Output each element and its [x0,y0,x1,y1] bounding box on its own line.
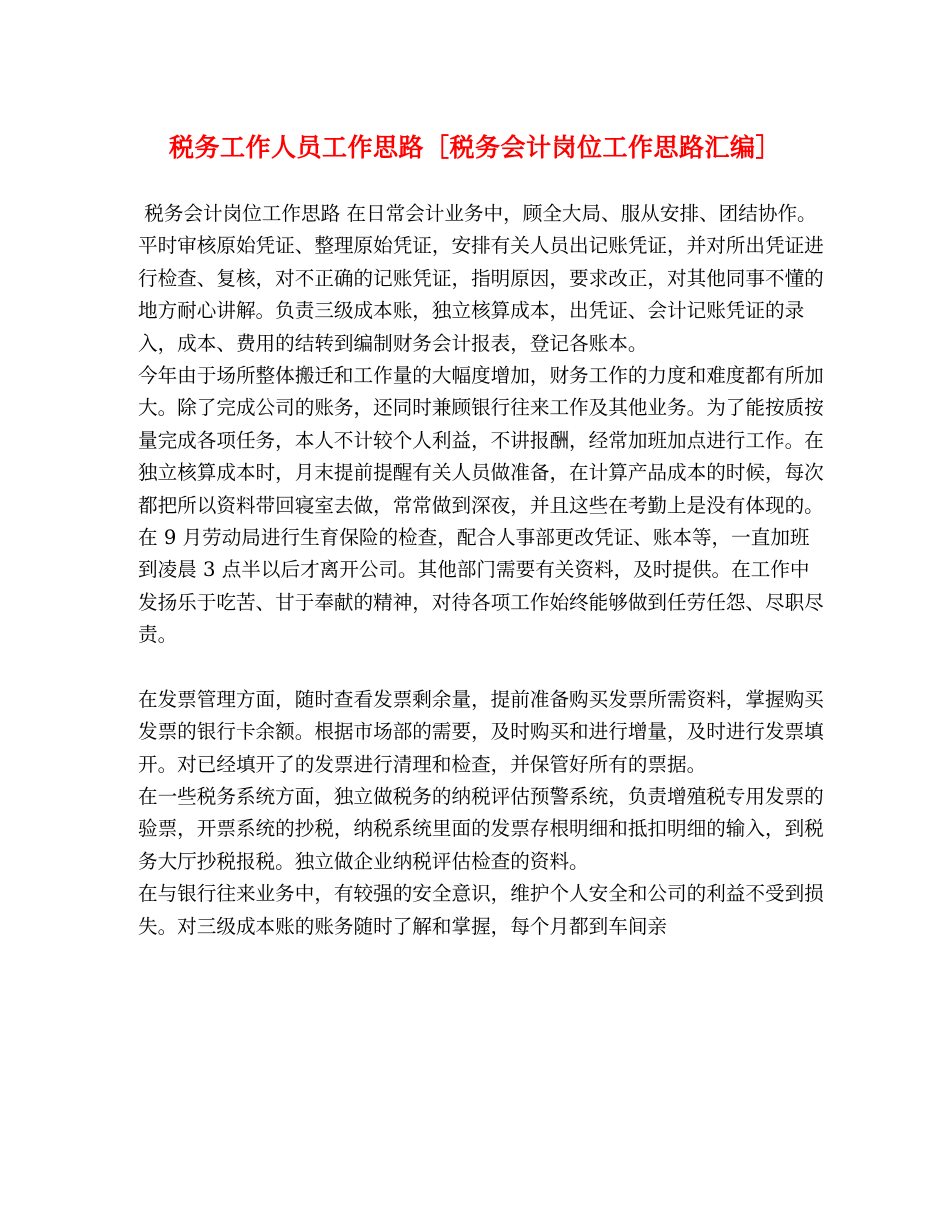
paragraph-invoice-management: 在发票管理方面，随时查看发票剩余量，提前准备购买发票所需资料，掌握购买发票的银行卡余额。根据市场部的需要，及时购买和进行增量，及时进行发票填开。对已经填开了的发票进行清理和检查，并保管好所有的票据。 [138,687,824,776]
paragraph-intro: 税务会计岗位工作思路 在日常会计业务中，顾全大局、服从安排、团结协作。平时审核原始凭证、整理原始凭证，安排有关人员出记账凭证，并对所出凭证进行检查、复核，对不正确的记账凭证，指明原因，要求改正，对其他同事不懂的地方耐心讲解。负责三级成本账，独立核算成本，出凭证、会计记账凭证的录入，成本、费用的结转到编制财务会计报表，登记各账本。 [138,202,824,355]
paragraph-tax-system: 在一些税务系统方面，独立做税务的纳税评估预警系统，负责增殖税专用发票的验票，开票系统的抄税，纳税系统里面的发票存根明细和抵扣明细的输入，到税务大厅抄税报税。独立做企业纳税评估检查的资料。 [138,784,824,873]
document-body [138,198,828,943]
paragraph-bank-business: 在与银行往来业务中，有较强的安全意识，维护个人安全和公司的利益不受到损失。对三级成本账的账务随时了解和掌握，每个月都到车间亲 [138,882,824,938]
document-title: 税务工作人员工作思路［税务会计岗位工作思路汇编］ [168,133,781,162]
paragraph-workload: 今年由于场所整体搬迁和工作量的大幅度增加，财务工作的力度和难度都有所加大。除了完成公司的账务，还同时兼顾银行往来工作及其他业务。为了能按质按量完成各项任务，本人不计较个人利益，不讲报酬，经常加班加点进行工作。在独立核算成本时，月末提前提醒有关人员做准备，在计算产品成本的时候，每次都把所以资料带回寝室去做，常常做到深夜，并且这些在考勤上是没有体现的。在 9 月劳动局进行生育保险的检查，配合人事部更改凭证、账本等，一直加班到凌晨 3 点半以后才离开公司。其他部门需要有关资料，及时提供。在工作中发扬乐于吃苦、甘于奉献的精神，对待各项工作始终能够做到任劳任怨、尽职尽责。 [138,364,824,647]
